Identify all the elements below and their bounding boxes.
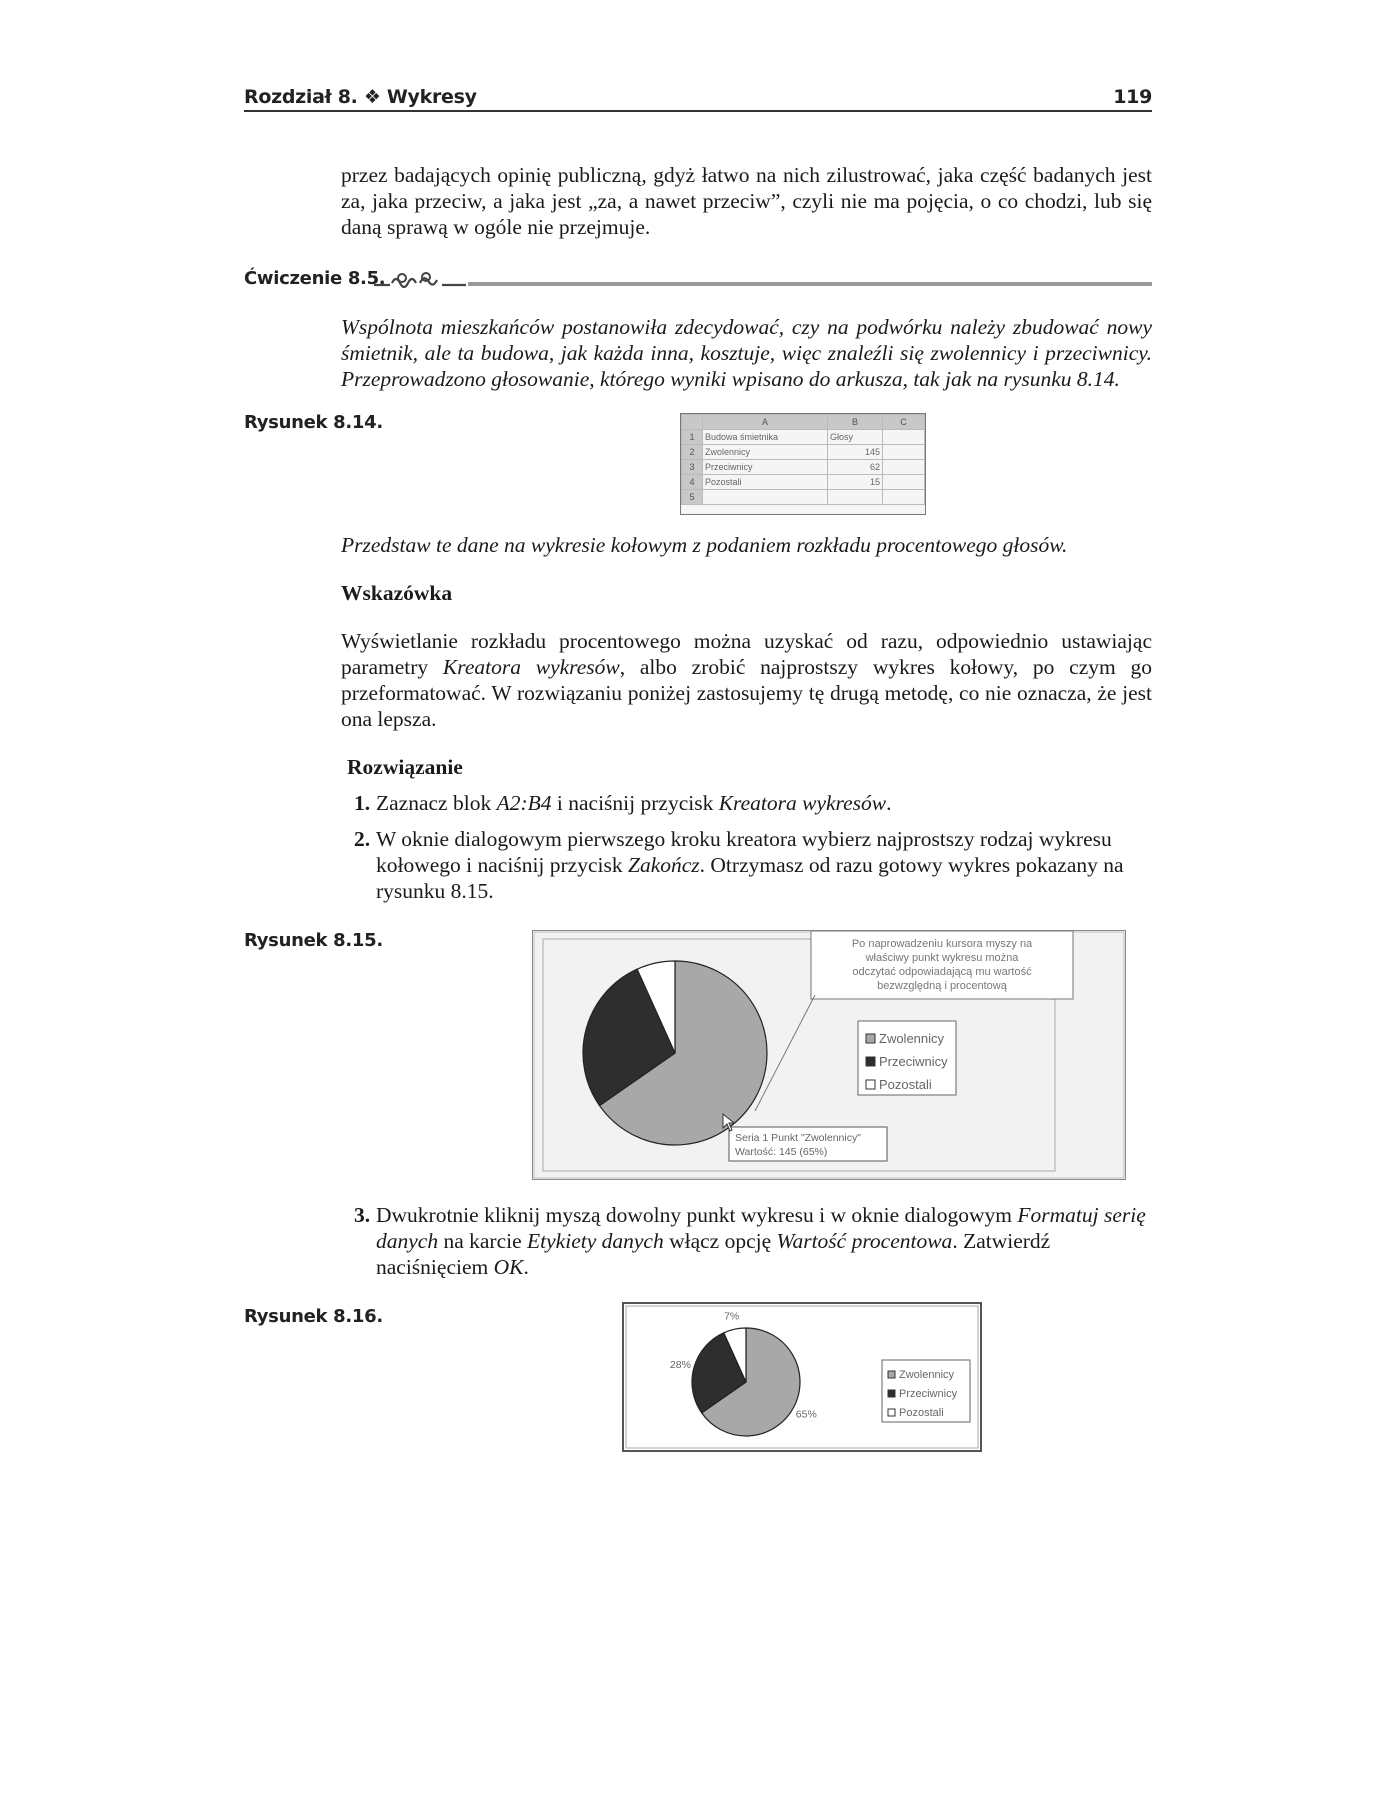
legend-swatch [888, 1409, 895, 1416]
figure-8-15-chart [532, 930, 1126, 1180]
intro-paragraph: przez badających opinię publiczną, gdyż łatwo na nich zilustrować, jaka część badanych jest za, jaka przeciw, a jaka jest „za, a nawet przeciw”, czyli nie ma pojęcia, o co chodzi, lub się daną sprawą w ogóle nie przejmuje. [341, 163, 1152, 239]
cell: Głosy [828, 430, 883, 445]
legend-label: Zwolennicy [879, 1031, 945, 1046]
cell: 62 [828, 460, 883, 475]
tooltip-line: Seria 1 Punkt "Zwolennicy" [735, 1132, 861, 1144]
running-header: Rozdział 8. ❖ Wykresy [244, 86, 477, 108]
step-2: 2. W oknie dialogowym pierwszego kroku kreatora wybierz najprostszy rodzaj wykresu kołowego i naciśnij przycisk Zakończ. Otrzymasz od razu gotowy wykres pokazany na rysunku 8.15. [354, 827, 1124, 903]
table-row: 4 Pozostali 15 [682, 475, 925, 490]
hint-heading: Wskazówka [341, 581, 453, 605]
cell [828, 490, 883, 505]
callout-line: odczytać odpowiadającą mu wartość [852, 966, 1032, 978]
figure-8-14-label: Rysunek 8.14. [244, 412, 383, 433]
cell: Pozostali [703, 475, 828, 490]
table-row: 1 Budowa śmietnika Głosy [682, 430, 925, 445]
tooltip-line: Wartość: 145 (65%) [735, 1146, 828, 1158]
legend-swatch [866, 1057, 875, 1066]
step-1: 1. Zaznacz blok A2:B4 i naciśnij przycisk Kreatora wykresów. [354, 791, 892, 815]
column-header: C [883, 415, 925, 430]
cell: 15 [828, 475, 883, 490]
pie-1-slices [583, 961, 767, 1145]
hint-text: Wyświetlanie rozkładu procentowego można uzyskać od razu, odpowiednio ustawiając parametry Kreatora wykresów, albo zrobić najprostszy wykres kołowy, po czym go przeformatować. W rozwiązaniu poniżej zastosujemy tę drugą metodę, co nie oznacza, że jest ona lepsza. [341, 629, 1153, 731]
legend-label: Pozostali [879, 1077, 932, 1092]
legend-swatch [866, 1034, 875, 1043]
legend-swatch [888, 1390, 895, 1397]
table-row: 3 Przeciwnicy 62 [682, 460, 925, 475]
cell: Budowa śmietnika [703, 430, 828, 445]
step-3: 3. Dwukrotnie kliknij myszą dowolny punkt wykresu i w oknie dialogowym Formatuj serię danych na karcie Etykiety danych włącz opcję Wartość procentowa. Zatwierdź naciśnięciem OK. [354, 1203, 1146, 1279]
exercise-ornament-icon [372, 268, 468, 290]
page-number: 119 [1113, 86, 1152, 108]
legend-label: Przeciwnicy [899, 1388, 958, 1400]
figure-8-15-label: Rysunek 8.15. [244, 930, 383, 951]
pie-chart-2 [624, 1304, 980, 1450]
cell: 145 [828, 445, 883, 460]
legend-label: Przeciwnicy [879, 1054, 948, 1069]
solution-heading: Rozwiązanie [347, 755, 463, 779]
column-header: B [828, 415, 883, 430]
callout-line: bezwzględną i procentową [877, 980, 1007, 992]
data-label: 7% [724, 1310, 740, 1323]
corner-cell [682, 415, 703, 430]
exercise-rule [468, 282, 1152, 286]
callout-line: Po naprowadzeniu kursora myszy na [851, 938, 1033, 950]
figure-8-16-chart [622, 1302, 982, 1452]
legend-swatch [888, 1371, 895, 1378]
header-rule [244, 110, 1152, 112]
table-row: 5 [682, 490, 925, 505]
cell: Zwolennicy [703, 445, 828, 460]
legend-swatch [866, 1080, 875, 1089]
column-header: A [703, 415, 828, 430]
cell: Przeciwnicy [703, 460, 828, 475]
spreadsheet-figure [680, 413, 926, 515]
cell [703, 490, 828, 505]
exercise-text: Wspólnota mieszkańców postanowiła zdecydować, czy na podwórku należy zbudować nowy śmietnik, ale ta budowa, jak każda inna, kosztuje, więc znaleźli się zwolennicy i przeciwnicy. Przeprowadzono głosowanie, którego wyniki wpisano do arkusza, tak jak na rysunku 8.14. [341, 315, 1152, 391]
legend-label: Pozostali [899, 1407, 944, 1419]
pie-chart-1 [533, 931, 1125, 1179]
figure-8-16-label: Rysunek 8.16. [244, 1306, 383, 1327]
legend-label: Zwolennicy [899, 1369, 955, 1381]
task-text: Przedstaw te dane na wykresie kołowym z podaniem rozkładu procentowego głosów. [341, 533, 1068, 557]
data-label: 65% [795, 1408, 817, 1421]
exercise-label: Ćwiczenie 8.5. [244, 268, 386, 289]
data-label: 28% [669, 1358, 691, 1371]
table-row: 2 Zwolennicy 145 [682, 445, 925, 460]
callout-line: właściwy punkt wykresu można [865, 952, 1019, 964]
